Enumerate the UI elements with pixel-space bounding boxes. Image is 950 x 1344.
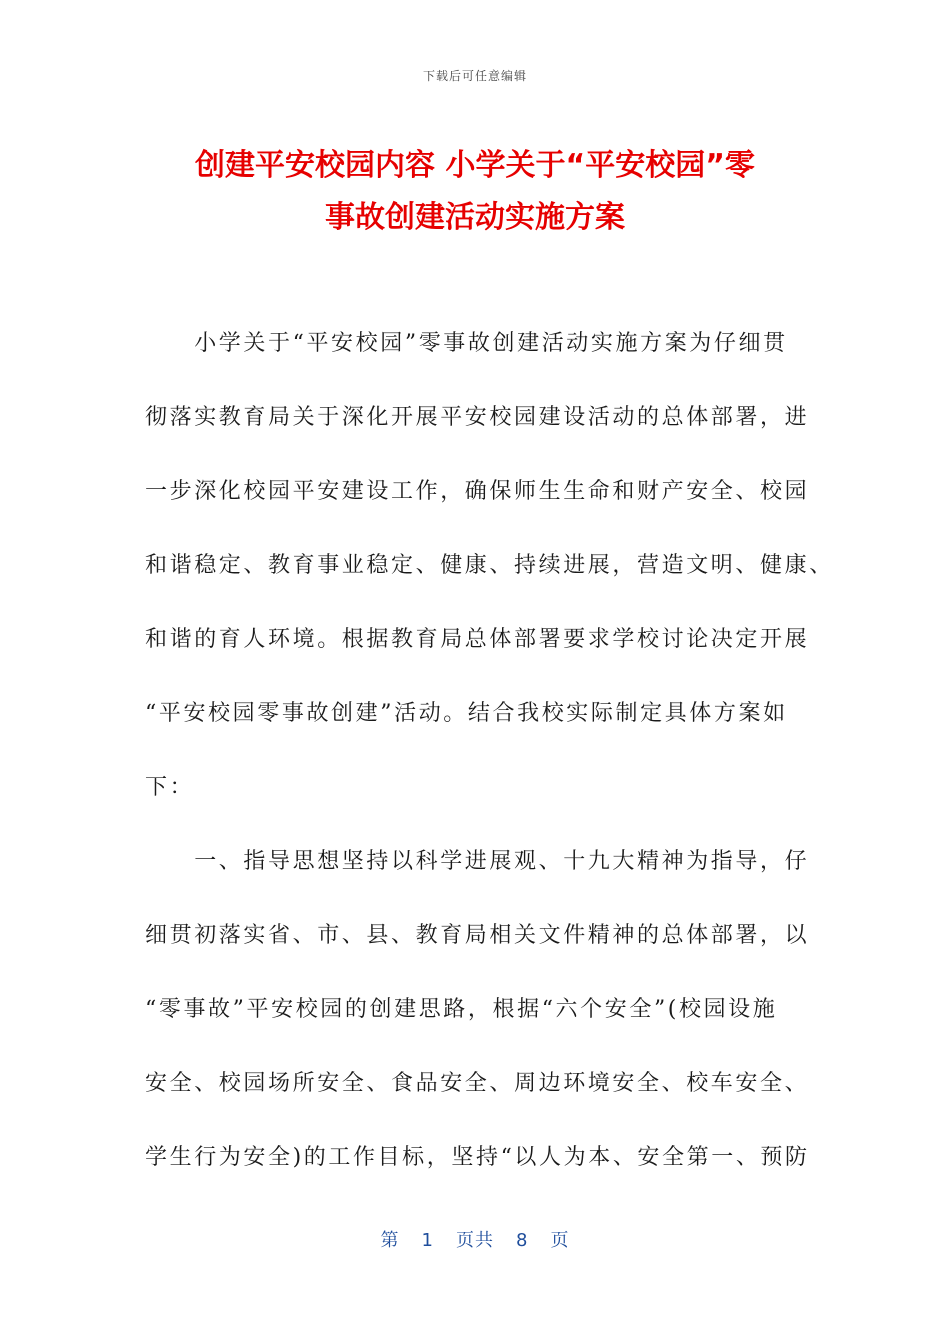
body-line: 彻落实教育局关于深化开展平安校园建设活动的总体部署，进 [145,405,810,430]
body-line: 学生行为安全)的工作目标，坚持“以人为本、安全第一、预防 [145,1145,810,1170]
page-number-footer [0,1226,950,1252]
body-line: 细贯初落实省、市、县、教育局相关文件精神的总体部署，以 [145,923,810,948]
body-line: 和谐的育人环境。根据教育局总体部署要求学校讨论决定开展 [145,627,810,652]
title-line-2: 事故创建活动实施方案 [325,200,625,235]
title-line-1: 创建平安校园内容 小学关于“平安校园”零 [195,148,755,183]
body-line: 安全、校园场所安全、食品安全、周边环境安全、校车安全、 [145,1071,810,1096]
body-line: “平安校园零事故创建”活动。结合我校实际制定具体方案如 [145,701,788,726]
body-line: 小学关于“平安校园”零事故创建活动实施方案为仔细贯 [145,331,788,356]
document-title [120,140,830,244]
body-line: “零事故”平安校园的创建思路，根据“六个安全”(校园设施 [145,997,778,1022]
body-line: 和谐稳定、教育事业稳定、健康、持续进展，营造文明、健康、 [145,553,834,578]
body-line: 一、指导思想坚持以科学进展观、十九大精神为指导，仔 [145,849,810,874]
footer-prefix: 第 [380,1230,400,1251]
footer-middle: 页共 [456,1230,494,1251]
footer-suffix: 页 [550,1230,570,1251]
download-note: 下载后可任意编辑 [422,69,527,83]
document-body [145,320,834,1208]
current-page-number: 1 [421,1230,434,1251]
total-pages-number: 8 [516,1230,529,1251]
body-line: 一步深化校园平安建设工作，确保师生生命和财产安全、校园 [145,479,810,504]
body-line: 下： [145,775,195,800]
